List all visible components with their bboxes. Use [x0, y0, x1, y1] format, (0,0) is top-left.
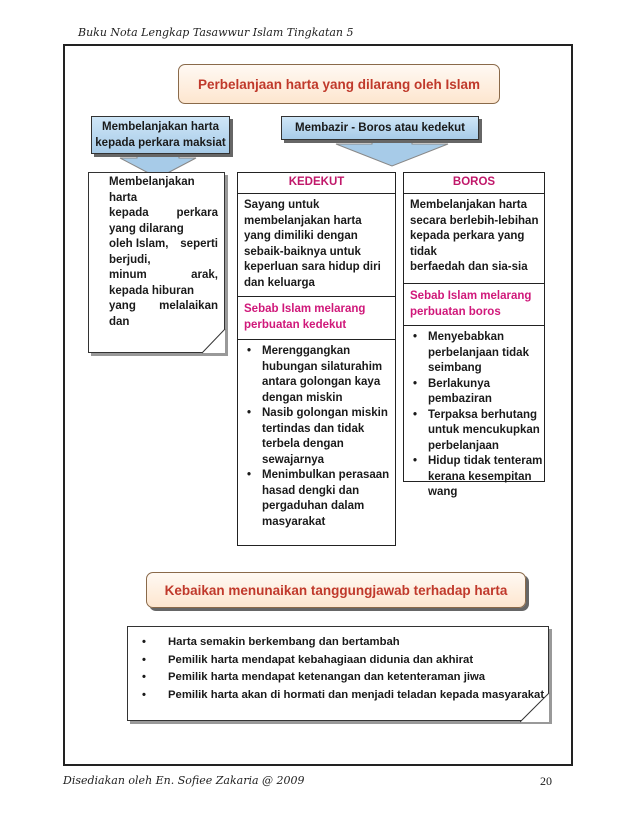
- maksiat-note-line: [109, 206, 218, 222]
- kedekut-reason-line: Sebab Islam melarang: [244, 303, 366, 315]
- bullet-line: perbelanjaan tidak: [428, 346, 529, 359]
- bullet-line: hubungan silaturahim: [262, 360, 383, 373]
- maksiat-note-word: melalaikan: [159, 300, 218, 312]
- kebaikan-title: Kebaikan menunaikan tanggungjawab terhadap harta: [146, 572, 526, 608]
- maksiat-heading-line1: Membelanjakan harta: [102, 121, 219, 133]
- maksiat-note: [88, 172, 225, 353]
- bullet-line: • Merenggangkan: [262, 345, 351, 357]
- bullet-point: [428, 454, 544, 501]
- bullet-point: [428, 377, 544, 408]
- bullet-line: • Terpaksa berhutang: [428, 408, 538, 421]
- boros-column: [403, 172, 545, 498]
- maksiat-note-line: [109, 175, 218, 191]
- kebaikan-item: [142, 634, 548, 652]
- kebaikan-item: [142, 669, 548, 687]
- running-header: Buku Nota Lengkap Tasawwur Islam Tingkatan 5: [78, 26, 354, 39]
- bullet-icon: •: [142, 671, 146, 683]
- page-title: Perbelanjaan harta yang dilarang oleh Islam: [178, 64, 500, 104]
- maksiat-note-line: [109, 284, 218, 300]
- maksiat-note-line: [109, 237, 218, 253]
- kebaikan-item: [142, 652, 548, 670]
- kedekut-definition: [238, 194, 395, 297]
- bullet-icon: •: [142, 688, 146, 701]
- bullet-point: [262, 344, 395, 406]
- maksiat-note-word: yang: [109, 300, 136, 312]
- maksiat-heading-line2: kepada perkara maksiat: [95, 137, 226, 149]
- bullet-line: masyarakat: [262, 515, 326, 528]
- kedekut-def-line: keperluan sara hidup diri: [244, 261, 381, 273]
- maksiat-heading: [91, 116, 230, 154]
- kedekut-column: [237, 172, 396, 546]
- bullet-line: sewajarnya: [262, 453, 325, 466]
- kedekut-reason-line: perbuatan kedekut: [244, 318, 347, 331]
- boros-def-line: kepada perkara yang tidak: [410, 230, 525, 258]
- kebaikan-list: [127, 626, 549, 721]
- bullet-line: • Menimbulkan perasaan: [262, 469, 390, 481]
- kedekut-def-line: membelanjakan harta: [244, 214, 362, 227]
- boros-reason-line: perbuatan boros: [410, 305, 501, 318]
- page-number: 20: [540, 774, 552, 788]
- bullet-line: • Nasib golongan miskin: [262, 407, 388, 419]
- bullet-point: [428, 408, 544, 455]
- boros-heading: BOROS: [404, 173, 544, 194]
- maksiat-note-word: dan: [109, 315, 130, 328]
- kedekut-points: [238, 340, 395, 530]
- kebaikan-item-text: Harta semakin berkembang dan bertambah: [168, 636, 400, 648]
- bullet-point: [262, 468, 395, 530]
- maksiat-note-word: kepada hiburan: [109, 284, 194, 297]
- kedekut-heading: KEDEKUT: [238, 173, 395, 194]
- maksiat-note-word: Membelanjakan: [109, 176, 195, 188]
- maksiat-note-line: [109, 268, 218, 284]
- note-fold-corner: [196, 329, 226, 355]
- maksiat-note-line: [109, 222, 218, 238]
- bullet-line: • Menyebabkan: [428, 331, 505, 343]
- bullet-line: tertindas dan tidak: [262, 422, 365, 435]
- maksiat-note-line: [109, 253, 218, 269]
- maksiat-note-line: [109, 191, 218, 207]
- boros-def-line: secara berlebih-lebihan: [410, 214, 539, 227]
- bullet-line: untuk mencukupkan: [428, 424, 540, 436]
- boros-definition: [404, 194, 544, 284]
- maksiat-note-word: seperti: [180, 238, 218, 250]
- maksiat-note-word: minum: [109, 269, 147, 281]
- bullet-line: antara golongan kaya: [262, 376, 381, 388]
- bullet-line: seimbang: [428, 362, 482, 374]
- maksiat-note-word: perkara: [176, 207, 218, 219]
- bullet-line: wang: [428, 486, 458, 498]
- bullet-line: • Hidup tidak tenteram: [428, 455, 543, 467]
- kebaikan-item-text: Pemilik harta mendapat ketenangan dan ketenteraman jiwa: [168, 671, 486, 683]
- bullet-line: perbelanjaan: [428, 439, 499, 452]
- maksiat-note-text: [109, 175, 218, 330]
- bullet-line: terbela dengan: [262, 438, 344, 450]
- boros-points: [404, 326, 544, 501]
- kedekut-def-line: Sayang untuk: [244, 199, 320, 211]
- bullet-line: hasad dengki dan: [262, 484, 360, 497]
- maksiat-note-line: [109, 299, 218, 315]
- bullet-icon: •: [142, 653, 146, 666]
- maksiat-note-word: yang dilarang: [109, 222, 184, 235]
- kedekut-def-line: dan keluarga: [244, 276, 315, 289]
- membazir-heading: Membazir - Boros atau kedekut: [281, 116, 479, 140]
- boros-def-line: berfaedah dan sia-sia: [410, 261, 528, 273]
- down-arrow-right: [336, 138, 448, 166]
- bullet-line: pergaduhan dalam: [262, 500, 365, 512]
- kedekut-def-line: sebaik-baiknya untuk: [244, 245, 361, 258]
- maksiat-note-word: oleh Islam,: [109, 238, 169, 250]
- maksiat-note-line: [109, 315, 218, 331]
- footer-credit: Disediakan oleh En. Sofiee Zakaria @ 2009: [63, 774, 305, 787]
- bottom-fold-corner: [520, 693, 550, 723]
- kebaikan-item-text: Pemilik harta akan di hormati dan menjadi teladan kepada masyarakat: [168, 688, 545, 701]
- kebaikan-item-text: Pemilik harta mendapat kebahagiaan didunia dan akhirat: [168, 653, 474, 666]
- boros-reason: [404, 284, 544, 326]
- kedekut-reason: [238, 297, 395, 340]
- maksiat-note-word: harta: [109, 191, 138, 204]
- kebaikan-item: [142, 687, 548, 705]
- maksiat-note-word: kepada: [109, 207, 149, 219]
- boros-def-line: Membelanjakan harta: [410, 199, 527, 211]
- bullet-point: [262, 406, 395, 468]
- bullet-line: • Berlakunya pembaziran: [428, 377, 492, 405]
- maksiat-note-word: berjudi,: [109, 253, 151, 266]
- bullet-line: kerana kesempitan: [428, 470, 532, 483]
- bullet-point: [428, 330, 544, 377]
- bullet-icon: •: [142, 636, 146, 648]
- boros-reason-line: Sebab Islam melarang: [410, 290, 532, 302]
- bullet-line: dengan miskin: [262, 391, 343, 404]
- maksiat-note-word: arak,: [191, 269, 218, 281]
- kedekut-def-line: yang dimiliki dengan: [244, 230, 358, 242]
